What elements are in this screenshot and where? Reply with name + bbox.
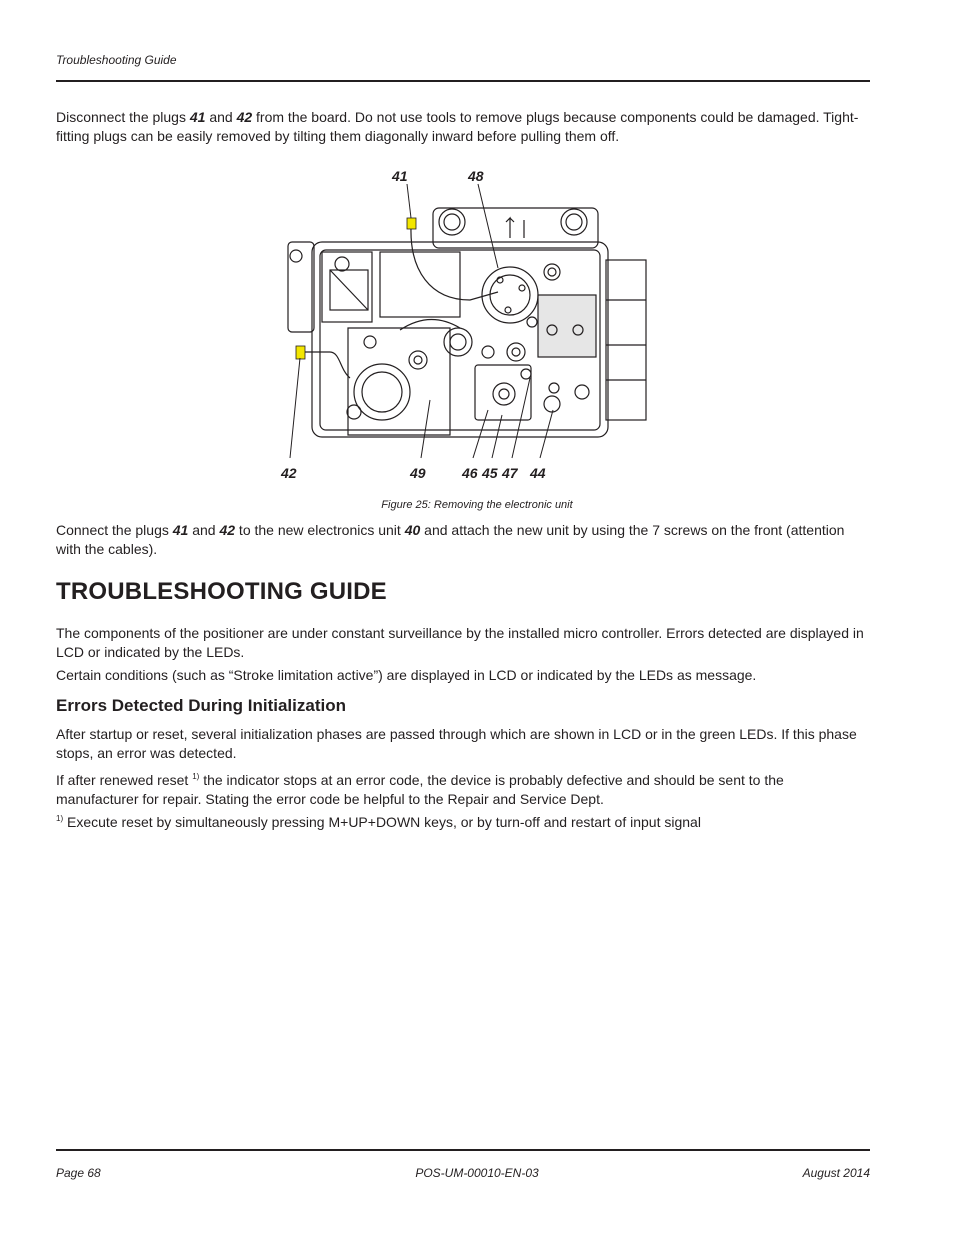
electronic-unit-drawing <box>270 160 670 490</box>
subsection-title: Errors Detected During Initialization <box>56 696 346 715</box>
paragraph-disconnect-plugs: Disconnect the plugs 41 and 42 from the board. Do not use tools to remove plugs because components could be damaged. Tight-fitting plugs can be easily removed by tilting them diagonally inward before pulling them off. <box>56 109 859 144</box>
plug-ref-42: 42 <box>219 522 236 538</box>
callout-46: 46 <box>462 465 478 481</box>
figure-caption: Figure 25: Removing the electronic unit <box>381 499 573 511</box>
callout-44: 44 <box>530 465 546 481</box>
paragraph-initialization: After startup or reset, several initialization phases are passed through which are shown in LCD or in the green LEDs. If this phase stops, an error was detected. <box>56 726 857 761</box>
section-title: TROUBLESHOOTING GUIDE <box>56 578 387 605</box>
plug-ref-41: 41 <box>189 109 206 125</box>
paragraph-renewed-reset: If after renewed reset $^{1)}$ the indicator stops at an error code, the device is probably defective and should be sent to the manufacturer for repair. Stating the error code be helpful to the Repair and Service Dept. <box>56 772 784 807</box>
footer-rule <box>56 1149 870 1151</box>
page-number: Page 68 <box>56 1166 101 1180</box>
footnote: $^{1)}$ Execute reset by simultaneously pressing M+UP+DOWN keys, or by turn-off and restart of input signal <box>56 814 701 830</box>
plug-42-marker <box>296 346 305 359</box>
unit-ref-40: 40 <box>404 522 421 538</box>
callout-49: 49 <box>410 465 426 481</box>
plug-41-marker <box>407 218 416 229</box>
paragraph-conditions: Certain conditions (such as “Stroke limitation active”) are displayed in LCD or indicated by the LEDs as message. <box>56 667 757 683</box>
callout-41: 41 <box>392 168 408 184</box>
footnote-marker: 1) <box>192 772 200 781</box>
callout-48: 48 <box>468 168 484 184</box>
document-id: POS-UM-00010-EN-03 <box>415 1166 539 1180</box>
running-header: Troubleshooting Guide <box>56 53 177 67</box>
header-rule <box>56 80 870 82</box>
paragraph-surveillance: The components of the positioner are under constant surveillance by the installed micro controller. Errors detected are displayed in LCD or indicated by the LEDs. <box>56 625 864 660</box>
paragraph-connect-plugs: Connect the plugs 41 and 42 to the new electronics unit 40 and attach the new unit by using the 7 screws on the front (attention with the cables). <box>56 522 845 557</box>
footnote-marker: 1) <box>56 814 64 823</box>
plug-ref-42: 42 <box>236 109 253 125</box>
document-date: August 2014 <box>802 1166 870 1180</box>
electronic-unit-figure <box>270 160 670 490</box>
callout-47: 47 <box>502 465 518 481</box>
callout-45: 45 <box>482 465 498 481</box>
callout-42: 42 <box>281 465 297 481</box>
plug-ref-41: 41 <box>172 522 189 538</box>
